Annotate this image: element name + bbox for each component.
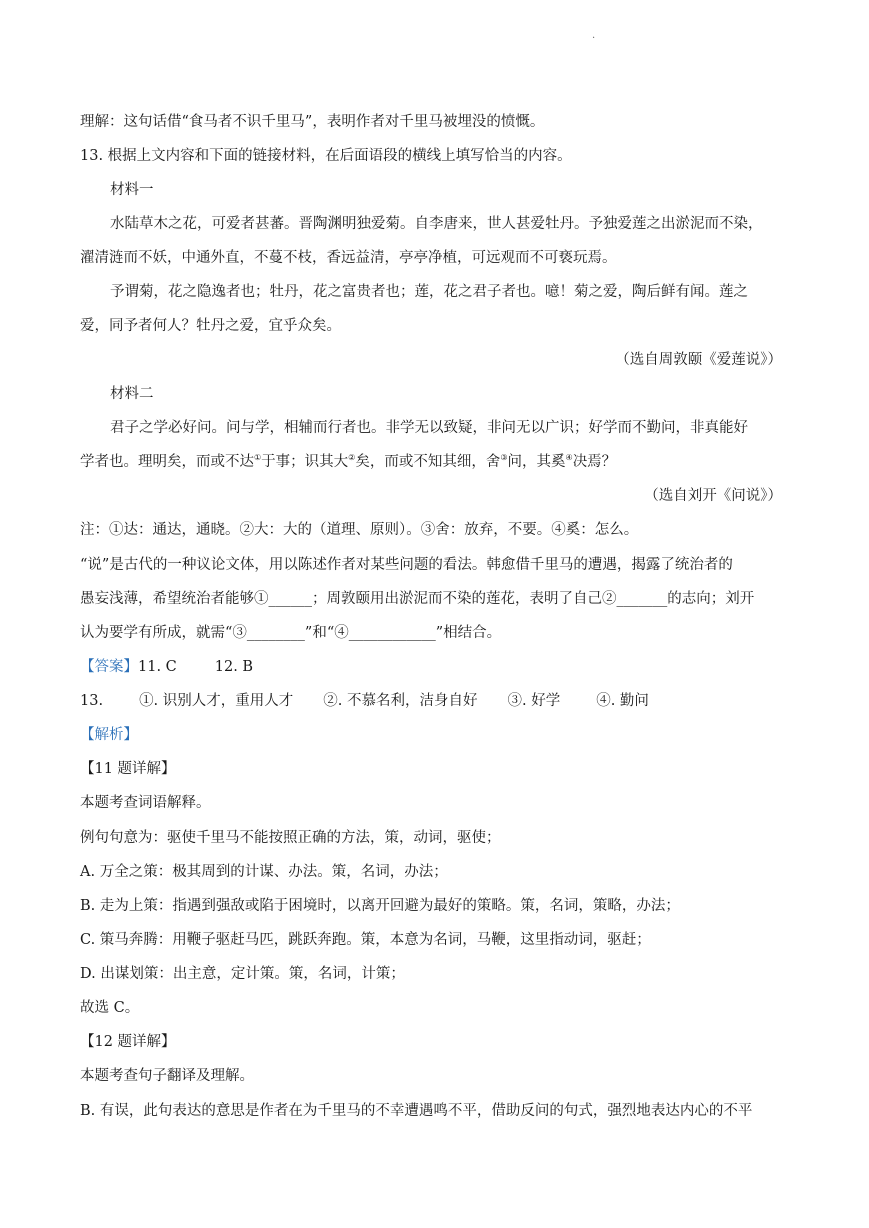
text-segment: 矣，而或不知其细，舍 [355,454,501,470]
text-line: “说”是古代的一种议论文体，用以陈述作者对某些问题的看法。韩愈借千里马的遭遇，揭露了统治者的 [80,557,733,573]
blank-2: ②_______ [602,591,668,607]
text-segment: ；周敦颐用出淤泥而不染的莲花，表明了自己 [312,591,602,607]
text-segment: 认为要学有所成，就需“ [80,625,233,641]
text-line: B. 走为上策：指遇到强敌或陷于困境时，以离开回避为最好的策略。策，名词，策略，办法； [80,898,680,914]
text-line: A. 万全之策：极其周到的计谋、办法。策，名词，办法； [80,864,448,880]
source-citation: （选自周敦颐《爱莲说》） [615,352,782,368]
answer-line [80,657,253,677]
text-segment: 的志向；刘开 [667,591,755,607]
section-heading: 【12 题详解】 [80,1034,176,1050]
footnote: 注：①达：通达，通晓。②大：大的（道理、原则）。③舍：放弃，不要。④奚：怎么。 [80,522,639,538]
answer-13-number: 13. [80,693,104,709]
answer-12: 12. B [214,659,254,675]
text-segment: 学者也。理明矣，而或不达 [80,454,254,470]
text-line: 故选 C。 [80,1000,140,1016]
header-mark: . [592,30,596,41]
text-line: 爱，同予者何人？牡丹之爱，宜乎众矣。 [80,318,341,334]
blank-4: ④____________ [334,625,436,641]
text-segment: 于事；识其大 [261,454,349,470]
blank-1: ①______ [254,591,312,607]
text-segment: ”相结合。 [435,625,502,641]
answer-11: 11. C [138,659,177,675]
text-line: 本题考查句子翻译及理解。 [80,1068,254,1084]
source-citation: （选自刘开《问说》） [644,488,782,504]
text-segment: 愚妄浅薄，希望统治者能够 [80,591,254,607]
text-line: 君子之学必好问。问与学，相辅而行者也。非学无以致疑，非问无以广识；好学而不勤问，非真能好 [110,420,748,436]
question-13: 13. 根据上文内容和下面的链接材料，在后面语段的横线上填写恰当的内容。 [80,148,572,164]
text-line [80,589,754,609]
footnote-mark: ② [348,453,356,462]
answer-tag: 【答案】 [80,659,138,675]
text-line [80,623,501,643]
text-line: 予谓菊，花之隐逸者也；牡丹，花之富贵者也；莲，花之君子者也。噫！菊之爱，陶后鲜有闻。莲之 [110,284,748,300]
material-2-title: 材料二 [110,386,154,402]
text-line: C. 策马奔腾：用鞭子驱赶马匹，跳跃奔跑。策，本意为名词，马鞭，这里指动词，驱赶； [80,932,651,948]
answer-13-line [80,691,649,711]
text-line: D. 出谋划策：出主意，定计策。策，名词，计策； [80,966,405,982]
text-segment: 决焉？ [572,454,617,470]
text-line: 水陆草木之花，可爱者甚蕃。晋陶渊明独爱菊。自李唐来，世人甚爱牡丹。予独爱莲之出淤泥而不染， [110,216,763,232]
text-segment: ”和“ [304,625,335,641]
answer-13-part: ③. 好学 [507,693,561,709]
blank-3: ③________ [232,625,305,641]
text-line: 濯清涟而不妖，中通外直，不蔓不枝，香远益清，亭亭净植，可远观而不可亵玩焉。 [80,250,617,266]
analysis-tag: 【解析】 [80,727,138,743]
footnote-mark: ④ [565,453,573,462]
text-segment: 问，其奚 [507,454,566,470]
footnote-mark: ③ [500,453,508,462]
text-line: B. 有误，此句表达的意思是作者在为千里马的不幸遭遇鸣不平，借助反问的句式，强烈地表达内心的不平 [80,1103,753,1119]
text-line [80,452,616,472]
section-heading: 【11 题详解】 [80,761,176,777]
text-line: 本题考查词语解释。 [80,795,211,811]
text-line: 理解：这句话借“食马者不识千里马”，表明作者对千里马被埋没的愤慨。 [80,114,545,130]
answer-13-part: ④. 勤问 [596,693,649,709]
answer-13-part: ①. 识别人才，重用人才 [139,693,294,709]
material-1-title: 材料一 [110,182,154,198]
footnote-mark: ① [254,453,262,462]
answer-13-part: ②. 不慕名利，洁身自好 [323,693,478,709]
text-line: 例句句意为：驱使千里马不能按照正确的方法，策，动词，驱使； [80,830,501,846]
